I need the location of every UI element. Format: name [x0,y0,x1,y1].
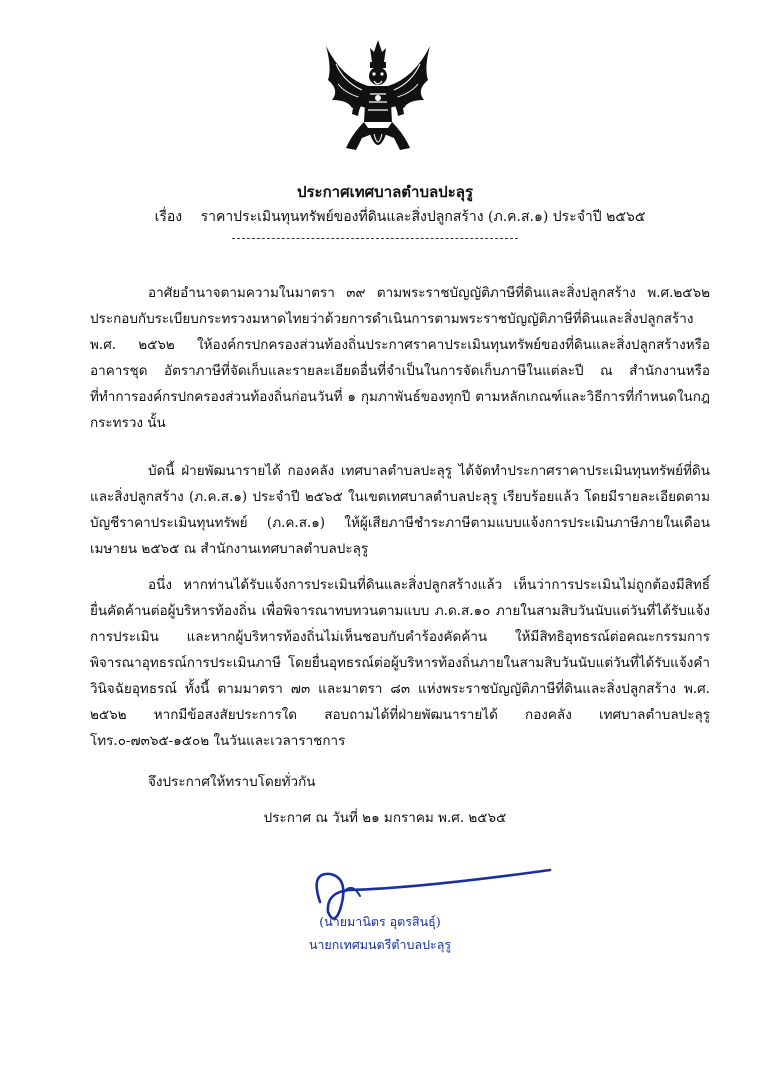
announcement-title: ประกาศเทศบาลตำบลปะลุรู [296,183,474,201]
closing-statement: จึงประกาศให้ทราบโดยทั่วกัน [148,774,316,790]
subject-line [100,206,700,228]
dashed-divider [232,238,518,239]
garuda-emblem-icon [322,38,434,162]
paragraph-appeal-info: อนึ่ง หากท่านได้รับแจ้งการประเมินที่ดินและสิ่งปลูกสร้างแล้ว เห็นว่าการประเมินไม่ถูกต้องมีสิทธิ์ยื่นคัดค้านต่อผู้บริหารท้องถิ่น เพื่อพิจารณาทบทวนตามแบบ ภ.ด.ส.๑๐ ภายในสามสิบวันนับแต่วันที่ได้รับแจ้งการประเมิน และหากผู้บริหารท้องถิ่นไม่เห็นชอบกับคำร้องคัดค้าน ให้มีสิทธิอุทธรณ์ต่อคณะกรรมการพิจารณาอุทธรณ์การประเมินภาษี โดยยื่นอุทธรณ์ต่อผู้บริหารท้องถิ่นภายในสามสิบวันนับแต่วันที่ได้รับแจ้งคำวินิจฉัยอุทธรณ์ ทั้งนี้ ตามมาตรา ๗๓ และมาตรา ๘๓ แห่งพระราชบัญญัติภาษีที่ดินและสิ่งปลูกสร้าง พ.ศ. ๒๕๖๒ หากมีข้อสงสัยประการใด สอบถามได้ที่ฝ่ายพัฒนารายได้ กองคลัง เทศบาลตำบลปะลุรู โทร.๐-๗๓๖๕-๑๕๐๒ ในวันและเวลาราชการ [90,577,710,749]
date-line: ประกาศ ณ วันที่ ๒๑ มกราคม พ.ศ. ๒๕๖๕ [263,810,507,826]
paragraph-legal-basis: อาศัยอำนาจตามความในมาตรา ๓๙ ตามพระราชบัญญัติภาษีที่ดินและสิ่งปลูกสร้าง พ.ศ.๒๕๖๒ ประกอบกับระเบียบกระทรวงมหาดไทยว่าด้วยการดำเนินการตามพระราชบัญญัติภาษีที่ดินและสิ่งปลูกสร้าง พ.ศ. ๒๕๖๒ ให้องค์กรปกครองส่วนท้องถิ่นประกาศราคาประเมินทุนทรัพย์ของที่ดินและสิ่งปลูกสร้างหรืออาคารชุด อัตราภาษีที่จัดเก็บและรายละเอียดอื่นที่จำเป็นในการจัดเก็บภาษีในแต่ละปี ณ สำนักงานหรือที่ทำการองค์กรปกครองส่วนท้องถิ่นก่อนวันที่ ๑ กุมภาพันธ์ของทุกปี ตามหลักเกณฑ์และวิธีการที่กำหนดในกฎกระทรวง นั้น [90,285,710,431]
paragraph-announcement: บัดนี้ ฝ่ายพัฒนารายได้ กองคลัง เทศบาลตำบลปะลุรู ได้จัดทำประกาศราคาประเมินทุนทรัพย์ที่ดินและสิ่งปลูกสร้าง (ภ.ค.ส.๑) ประจำปี ๒๕๖๕ ในเขตเทศบาลตำบลปะลุรู เรียบร้อยแล้ว โดยมีรายละเอียดตามบัญชีราคาประเมินทุนทรัพย์ (ภ.ค.ส.๑) ให้ผู้เสียภาษีชำระภาษีตามแบบแจ้งการประเมินภาษีภายในเดือนเมษายน ๒๕๖๕ ณ สำนักงานเทศบาลตำบลปะลุรู [90,463,710,557]
subject-label: เรื่อง [154,209,183,225]
subject-text: ราคาประเมินทุนทรัพย์ของที่ดินและสิ่งปลูกสร้าง (ภ.ค.ส.๑) ประจำปี ๒๕๖๕ [200,209,646,225]
signer-name: (นายมานิตร อุตรสินธุ์) [319,914,441,929]
signer-title: นายกเทศมนตรีตำบลปะลุรู [308,937,452,952]
